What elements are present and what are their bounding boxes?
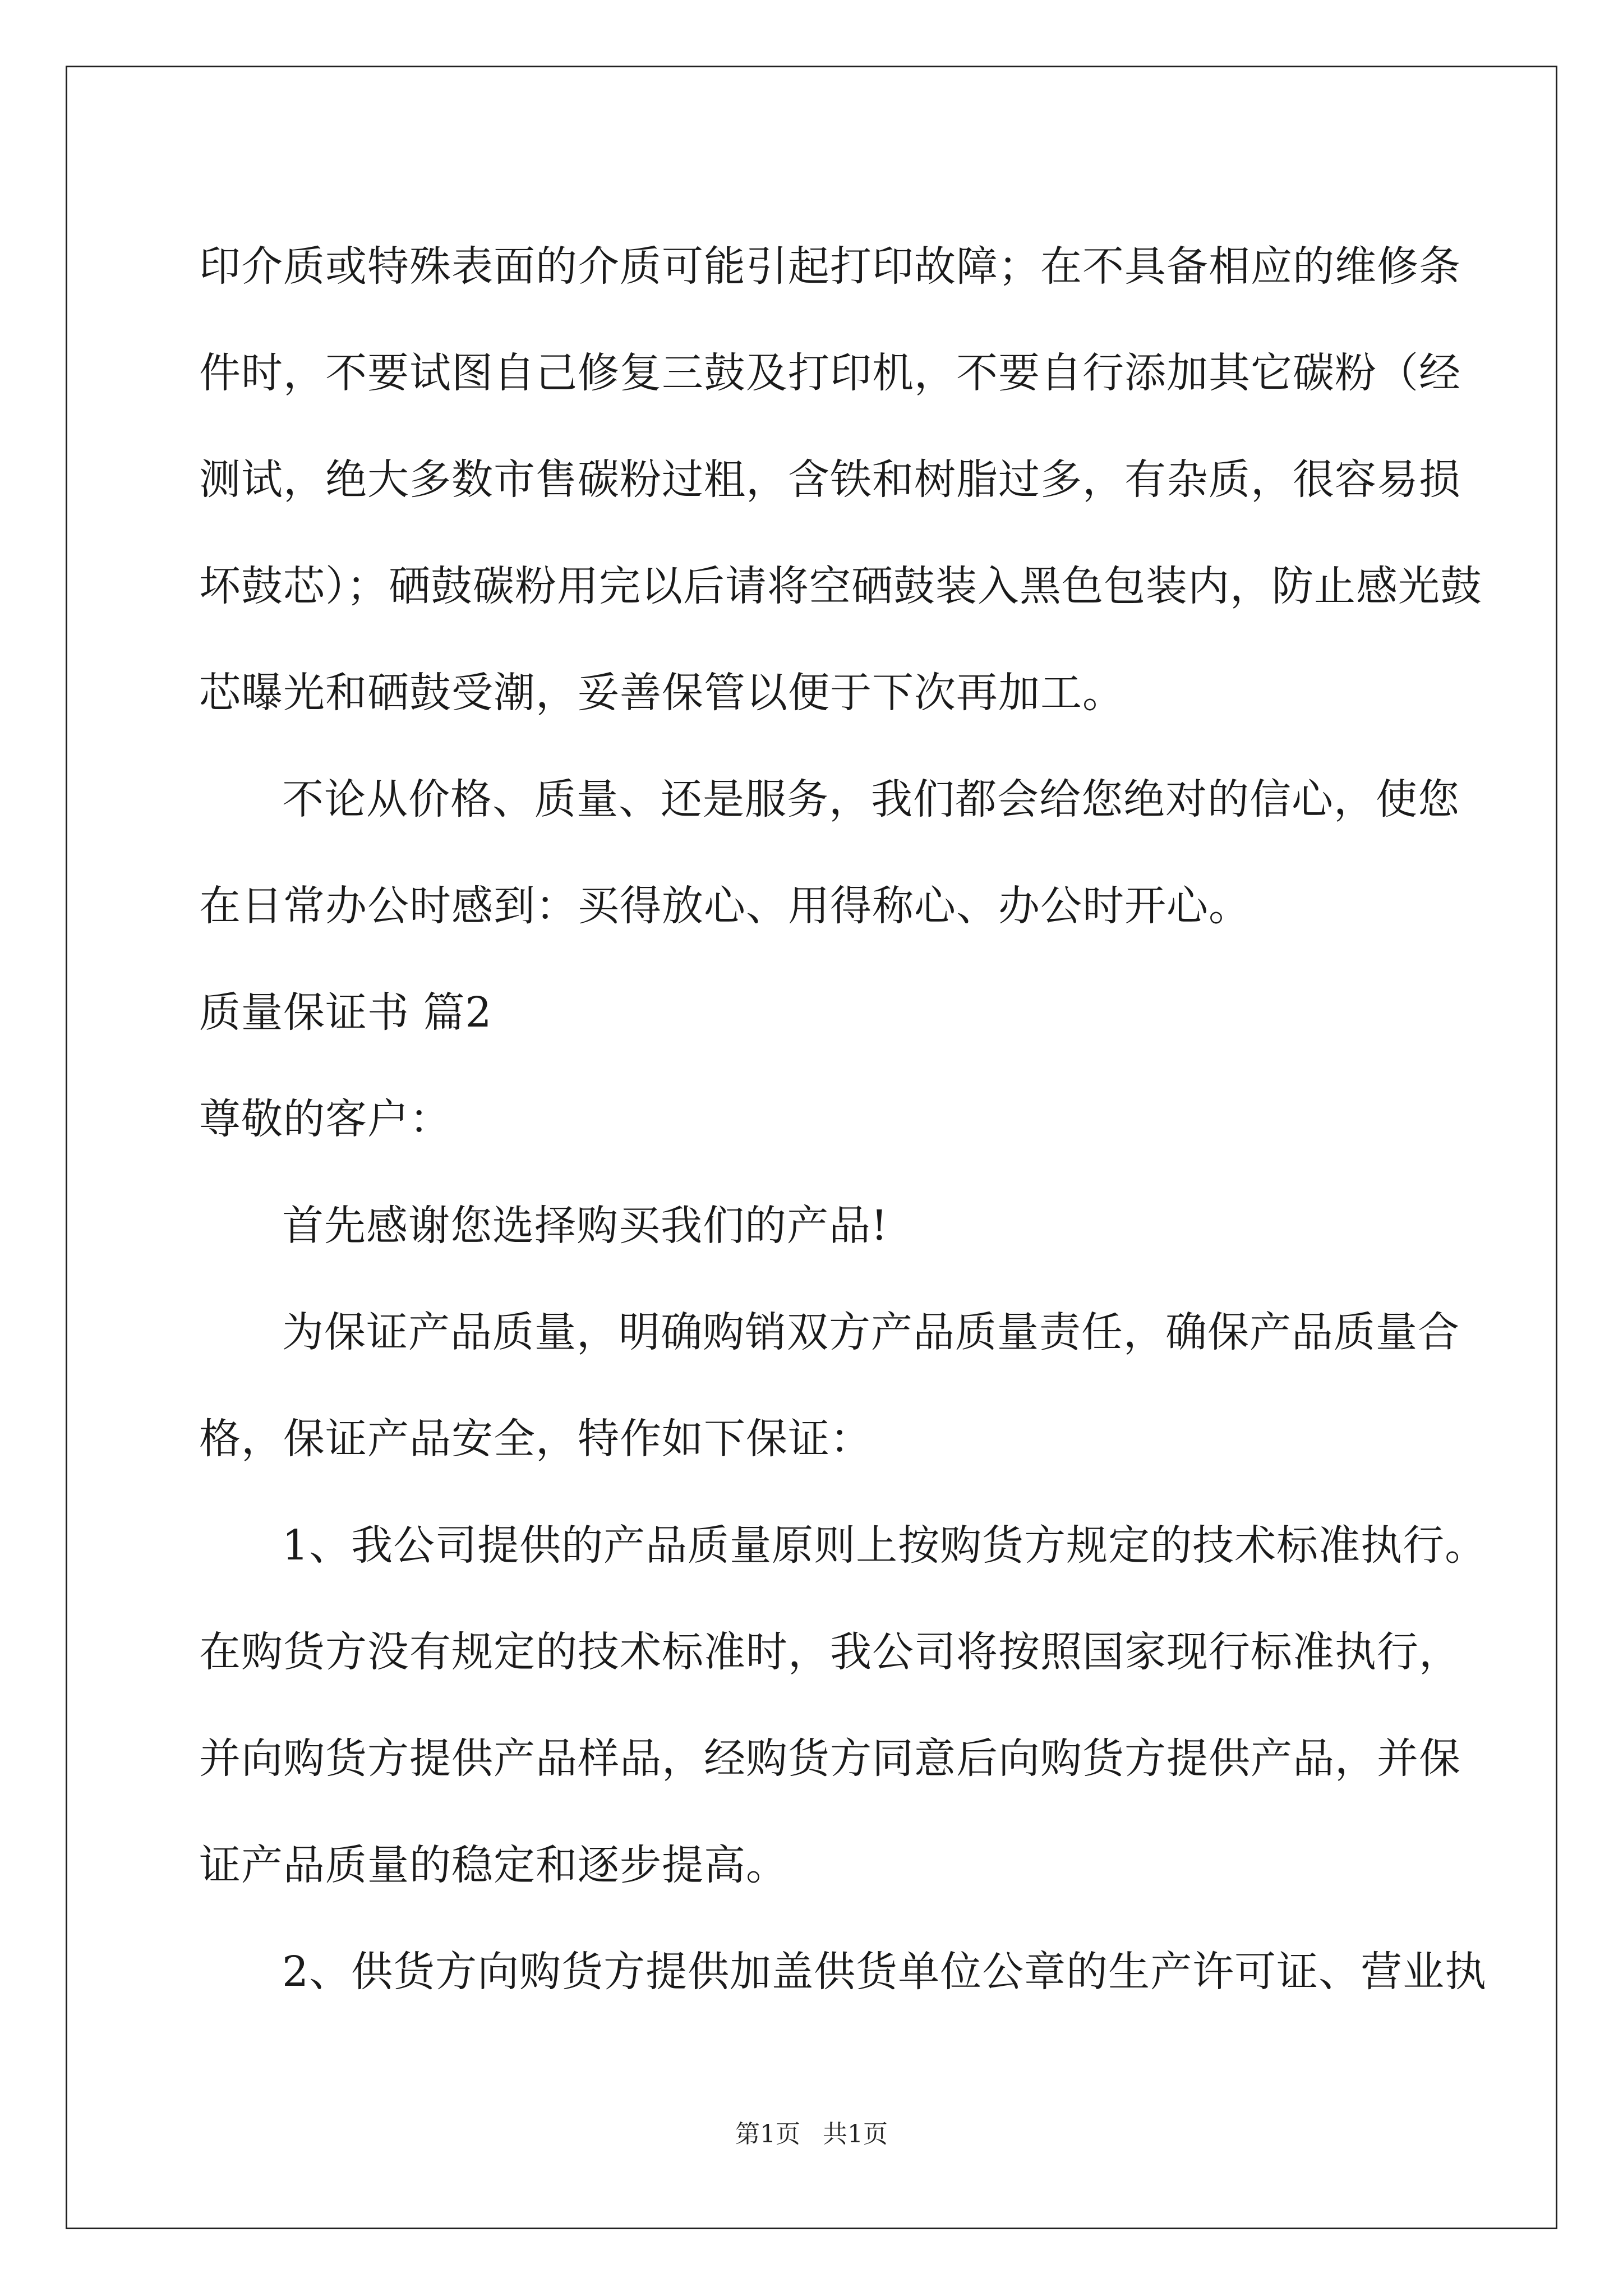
text-line: 在日常办公时感到：买得放心、用得称心、办公时开心。 [199,882,1251,930]
text-line: 1、我公司提供的产品质量原则上按购货方规定的技术标准执行。 [282,1521,1487,1570]
text-line: 不论从价格、质量、还是服务，我们都会给您绝对的信心，使您 [282,775,1460,823]
text-line: 坏鼓芯）；硒鼓碳粉用完以后请将空硒鼓装入黑色包装内，防止感光鼓 [199,562,1482,610]
text-line: 首先感谢您选择购买我们的产品! [282,1202,888,1250]
text-line: 为保证产品质量，明确购销双方产品质量责任，确保产品质量合 [282,1308,1460,1356]
text-line: 测试，绝大多数市售碳粉过粗，含铁和树脂过多，有杂质，很容易损 [199,455,1461,504]
text-line: 芯曝光和硒鼓受潮，妥善保管以便于下次再加工。 [199,669,1124,717]
text-line: 并向购货方提供产品样品，经购货方同意后向购货方提供产品，并保 [199,1734,1461,1783]
text-line: 证产品质量的稳定和逐步提高。 [199,1841,788,1889]
text-line: 2、供货方向购货方提供加盖供货单位公章的生产许可证、营业执 [282,1948,1487,1996]
page-number: 第1页 [735,2120,800,2148]
page-footer [0,2118,1623,2151]
document-body [199,213,1487,2025]
section-heading: 质量保证书 篇2 [199,988,492,1037]
text-line: 在购货方没有规定的技术标准时，我公司将按照国家现行标准执行， [199,1628,1461,1676]
text-line: 件时，不要试图自己修复三鼓及打印机，不要自行添加其它碳粉（经 [199,349,1461,397]
page-total: 共1页 [823,2120,888,2148]
salutation: 尊敬的客户： [199,1095,451,1143]
text-line: 印介质或特殊表面的介质可能引起打印故障；在不具备相应的维修条 [199,242,1461,291]
text-line: 格，保证产品安全，特作如下保证： [199,1415,872,1463]
